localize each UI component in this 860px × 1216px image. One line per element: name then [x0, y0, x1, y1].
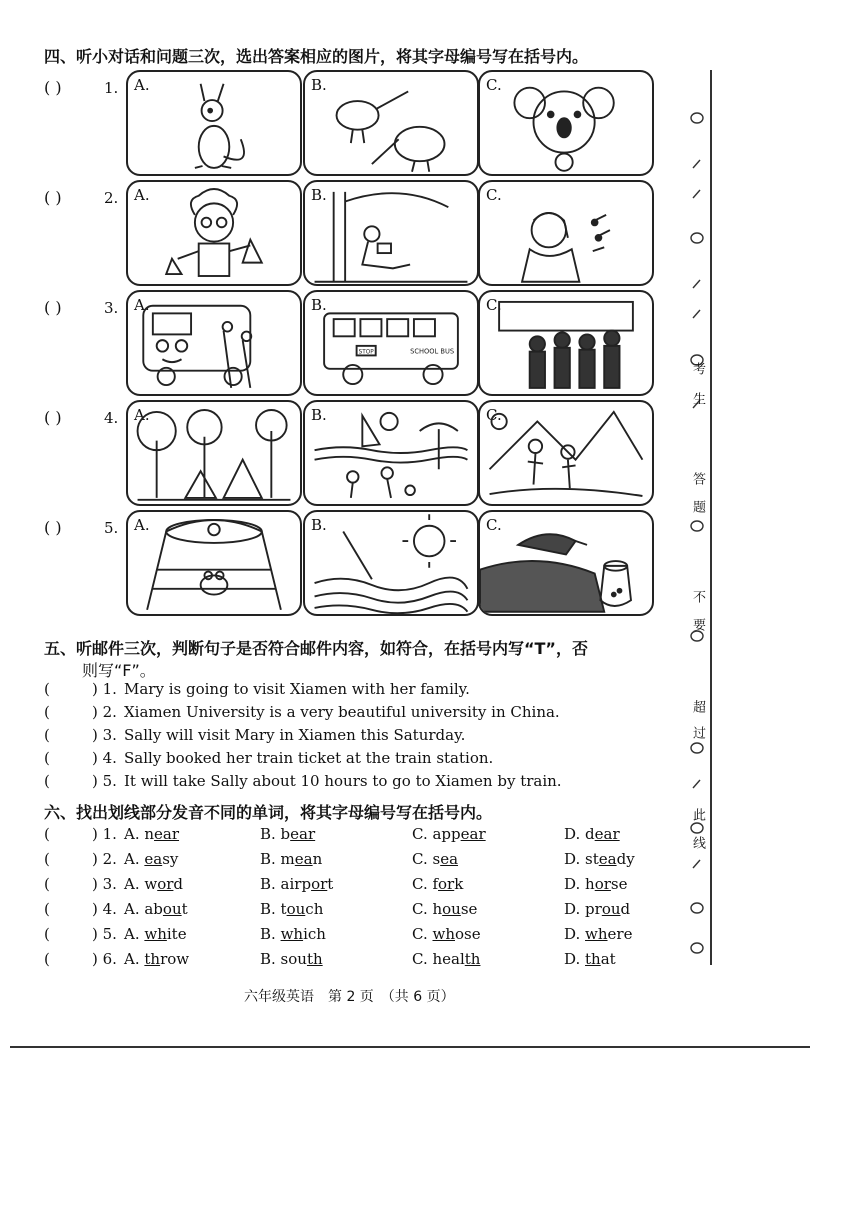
statement-text: Sally will visit Mary in Xiamen this Saturday.	[124, 726, 466, 744]
picture-option[interactable]	[303, 400, 479, 506]
word-option: A. near	[124, 825, 180, 843]
picture-option[interactable]	[126, 70, 302, 176]
word-option: A. throw	[124, 950, 190, 968]
picture-option[interactable]	[303, 70, 479, 176]
crowded-train-illustration	[480, 292, 652, 394]
picture-option[interactable]	[478, 180, 654, 286]
word-option: A. easy	[124, 850, 179, 868]
item-number: ) 3.	[92, 875, 117, 893]
word-option: C. house	[412, 900, 478, 918]
item-number: ) 1.	[92, 825, 117, 843]
word-option: D. steady	[564, 850, 635, 868]
item-number: ) 4.	[92, 900, 117, 918]
underlined-part: th	[585, 950, 601, 968]
word-option: D. proud	[564, 900, 631, 918]
underlined-part: wh	[280, 925, 304, 943]
option-label: A.	[134, 516, 150, 534]
answer-bracket[interactable]: ( )	[44, 78, 62, 97]
word-option: B. mean	[260, 850, 323, 868]
underlined-part: ear	[290, 825, 316, 843]
answer-bracket[interactable]: (	[44, 900, 50, 918]
option-label: A.	[134, 406, 150, 424]
kangaroo-illustration	[128, 72, 300, 174]
statement-text: Sally booked her train ticket at the train station.	[124, 749, 494, 767]
underlined-part: ea	[294, 850, 313, 868]
picture-option[interactable]	[303, 290, 479, 396]
word-option: A. about	[124, 900, 188, 918]
binding-char: 题	[690, 500, 705, 513]
option-label: C.	[486, 516, 502, 534]
word-option: B. airport	[260, 875, 334, 893]
option-label: B.	[311, 406, 327, 424]
option-label: B.	[311, 296, 327, 314]
binding-char: 此	[690, 808, 705, 821]
binding-char: 生	[690, 392, 705, 405]
statement-text: Mary is going to visit Xiamen with her family.	[124, 680, 470, 698]
option-label: A.	[134, 186, 150, 204]
answer-bracket[interactable]: (	[44, 703, 50, 721]
word-option: C. whose	[412, 925, 481, 943]
answer-bracket[interactable]: (	[44, 825, 50, 843]
binding-char: 线	[690, 836, 705, 849]
page-footer: 六年级英语 第 2 页 （共 6 页）	[244, 989, 455, 1005]
item-number: ) 6.	[92, 950, 117, 968]
bottom-rule	[10, 1046, 810, 1048]
picture-option[interactable]	[478, 510, 654, 616]
underlined-part: ea	[598, 850, 617, 868]
answer-bracket[interactable]: ( )	[44, 188, 62, 207]
item-number: ) 4.	[92, 749, 117, 767]
underlined-part: ea	[440, 850, 459, 868]
option-label: A.	[134, 76, 150, 94]
answer-bracket[interactable]: (	[44, 875, 50, 893]
answer-bracket[interactable]: ( )	[44, 408, 62, 427]
word-option: B. bear	[260, 825, 316, 843]
picture-option[interactable]	[478, 400, 654, 506]
option-label: C.	[486, 406, 502, 424]
answer-bracket[interactable]: (	[44, 772, 50, 790]
option-label: C.	[486, 76, 502, 94]
underlined-part: ou	[442, 900, 461, 918]
underlined-part: ear	[460, 825, 486, 843]
forest-camping-illustration	[128, 402, 300, 504]
word-option: B. touch	[260, 900, 324, 918]
statement-text: It will take Sally about 10 hours to go to Xiamen by train.	[124, 772, 562, 790]
underlined-part: wh	[144, 925, 167, 943]
item-number: ) 5.	[92, 925, 117, 943]
picture-option[interactable]	[126, 180, 302, 286]
underlined-part: wh	[432, 925, 455, 943]
answer-bracket[interactable]: ( )	[44, 298, 62, 317]
underlined-part: ea	[144, 850, 163, 868]
option-label: A.	[134, 296, 150, 314]
word-option: D. that	[564, 950, 616, 968]
option-label: B.	[311, 186, 327, 204]
underlined-part: ear	[154, 825, 180, 843]
question-number: 2.	[104, 189, 119, 207]
underlined-part: wh	[585, 925, 608, 943]
beach-illustration	[305, 402, 477, 504]
binding-char: 超	[690, 700, 705, 713]
bus-character-illustration	[128, 292, 300, 394]
word-option: A. white	[124, 925, 187, 943]
underlined-part: or	[311, 875, 328, 893]
boy-reading-under-tree-illustration	[305, 182, 477, 284]
svg-text:SCHOOL BUS: SCHOOL BUS	[410, 347, 455, 356]
option-label: C.	[486, 296, 502, 314]
item-number: ) 2.	[92, 850, 117, 868]
item-number: ) 2.	[92, 703, 117, 721]
answer-bracket[interactable]: (	[44, 726, 50, 744]
binding-char: 考	[690, 362, 705, 375]
underlined-part: th	[306, 950, 323, 968]
word-option: C. sea	[412, 850, 459, 868]
word-option: C. health	[412, 950, 481, 968]
sea-and-sun-illustration	[305, 512, 477, 614]
underlined-part: ou	[601, 900, 621, 918]
binding-line	[710, 70, 712, 965]
crow-and-pitcher-illustration	[480, 512, 652, 614]
word-option: B. which	[260, 925, 326, 943]
picture-option[interactable]	[478, 290, 654, 396]
binding-char: 过	[690, 726, 705, 739]
picture-option[interactable]	[303, 510, 479, 616]
underlined-part: or	[438, 875, 455, 893]
underlined-part: ear	[594, 825, 620, 843]
option-label: B.	[311, 516, 327, 534]
picture-option[interactable]	[126, 510, 302, 616]
section5-title-line1: 五、听邮件三次，判断句子是否符合邮件内容，如符合，在括号内写“T”，否	[44, 639, 588, 658]
answer-bracket[interactable]: ( )	[44, 518, 62, 537]
underlined-part: ou	[162, 900, 182, 918]
word-option: C. appear	[412, 825, 486, 843]
underlined-part: or	[157, 875, 174, 893]
question-number: 1.	[104, 79, 119, 97]
answer-bracket[interactable]: (	[44, 925, 50, 943]
underlined-part: or	[594, 875, 611, 893]
binding-char: 不	[690, 590, 705, 603]
word-option: B. south	[260, 950, 323, 968]
mozart-portrait-illustration	[480, 182, 652, 284]
answer-bracket[interactable]: (	[44, 950, 50, 968]
answer-bracket[interactable]: (	[44, 680, 50, 698]
question-number: 5.	[104, 519, 119, 537]
koala-illustration	[480, 72, 652, 174]
word-option: D. where	[564, 925, 633, 943]
statement-text: Xiamen University is a very beautiful university in China.	[124, 703, 560, 721]
binding-margin-marks	[684, 88, 710, 958]
item-number: ) 5.	[92, 772, 117, 790]
underlined-part: th	[464, 950, 481, 968]
section4-title: 四、听小对话和问题三次，选出答案相应的图片，将其字母编号写在括号内。	[44, 47, 589, 66]
section6-title: 六、找出划线部分发音不同的单词，将其字母编号写在括号内。	[44, 803, 493, 822]
binding-char: 要	[690, 618, 705, 631]
school-bus-illustration	[305, 292, 477, 394]
svg-text:STOP: STOP	[358, 349, 374, 356]
binding-char: 答	[690, 472, 705, 485]
item-number: ) 1.	[92, 680, 117, 698]
question-number: 4.	[104, 409, 119, 427]
word-option: A. word	[124, 875, 184, 893]
mountain-hikers-illustration	[480, 402, 652, 504]
picture-option[interactable]	[126, 400, 302, 506]
frog-in-well-illustration	[128, 512, 300, 614]
option-label: B.	[311, 76, 327, 94]
picture-option[interactable]	[126, 290, 302, 396]
scientist-illustration	[128, 182, 300, 284]
picture-option[interactable]	[478, 70, 654, 176]
item-number: ) 3.	[92, 726, 117, 744]
option-label: C.	[486, 186, 502, 204]
question-number: 3.	[104, 299, 119, 317]
word-option: D. horse	[564, 875, 628, 893]
section5-title-line2: 则写“F”。	[82, 661, 156, 680]
word-option: C. fork	[412, 875, 464, 893]
kiwi-birds-illustration	[305, 72, 477, 174]
answer-bracket[interactable]: (	[44, 850, 50, 868]
picture-option[interactable]	[303, 180, 479, 286]
underlined-part: th	[144, 950, 161, 968]
answer-bracket[interactable]: (	[44, 749, 50, 767]
word-option: D. dear	[564, 825, 620, 843]
underlined-part: ou	[286, 900, 306, 918]
